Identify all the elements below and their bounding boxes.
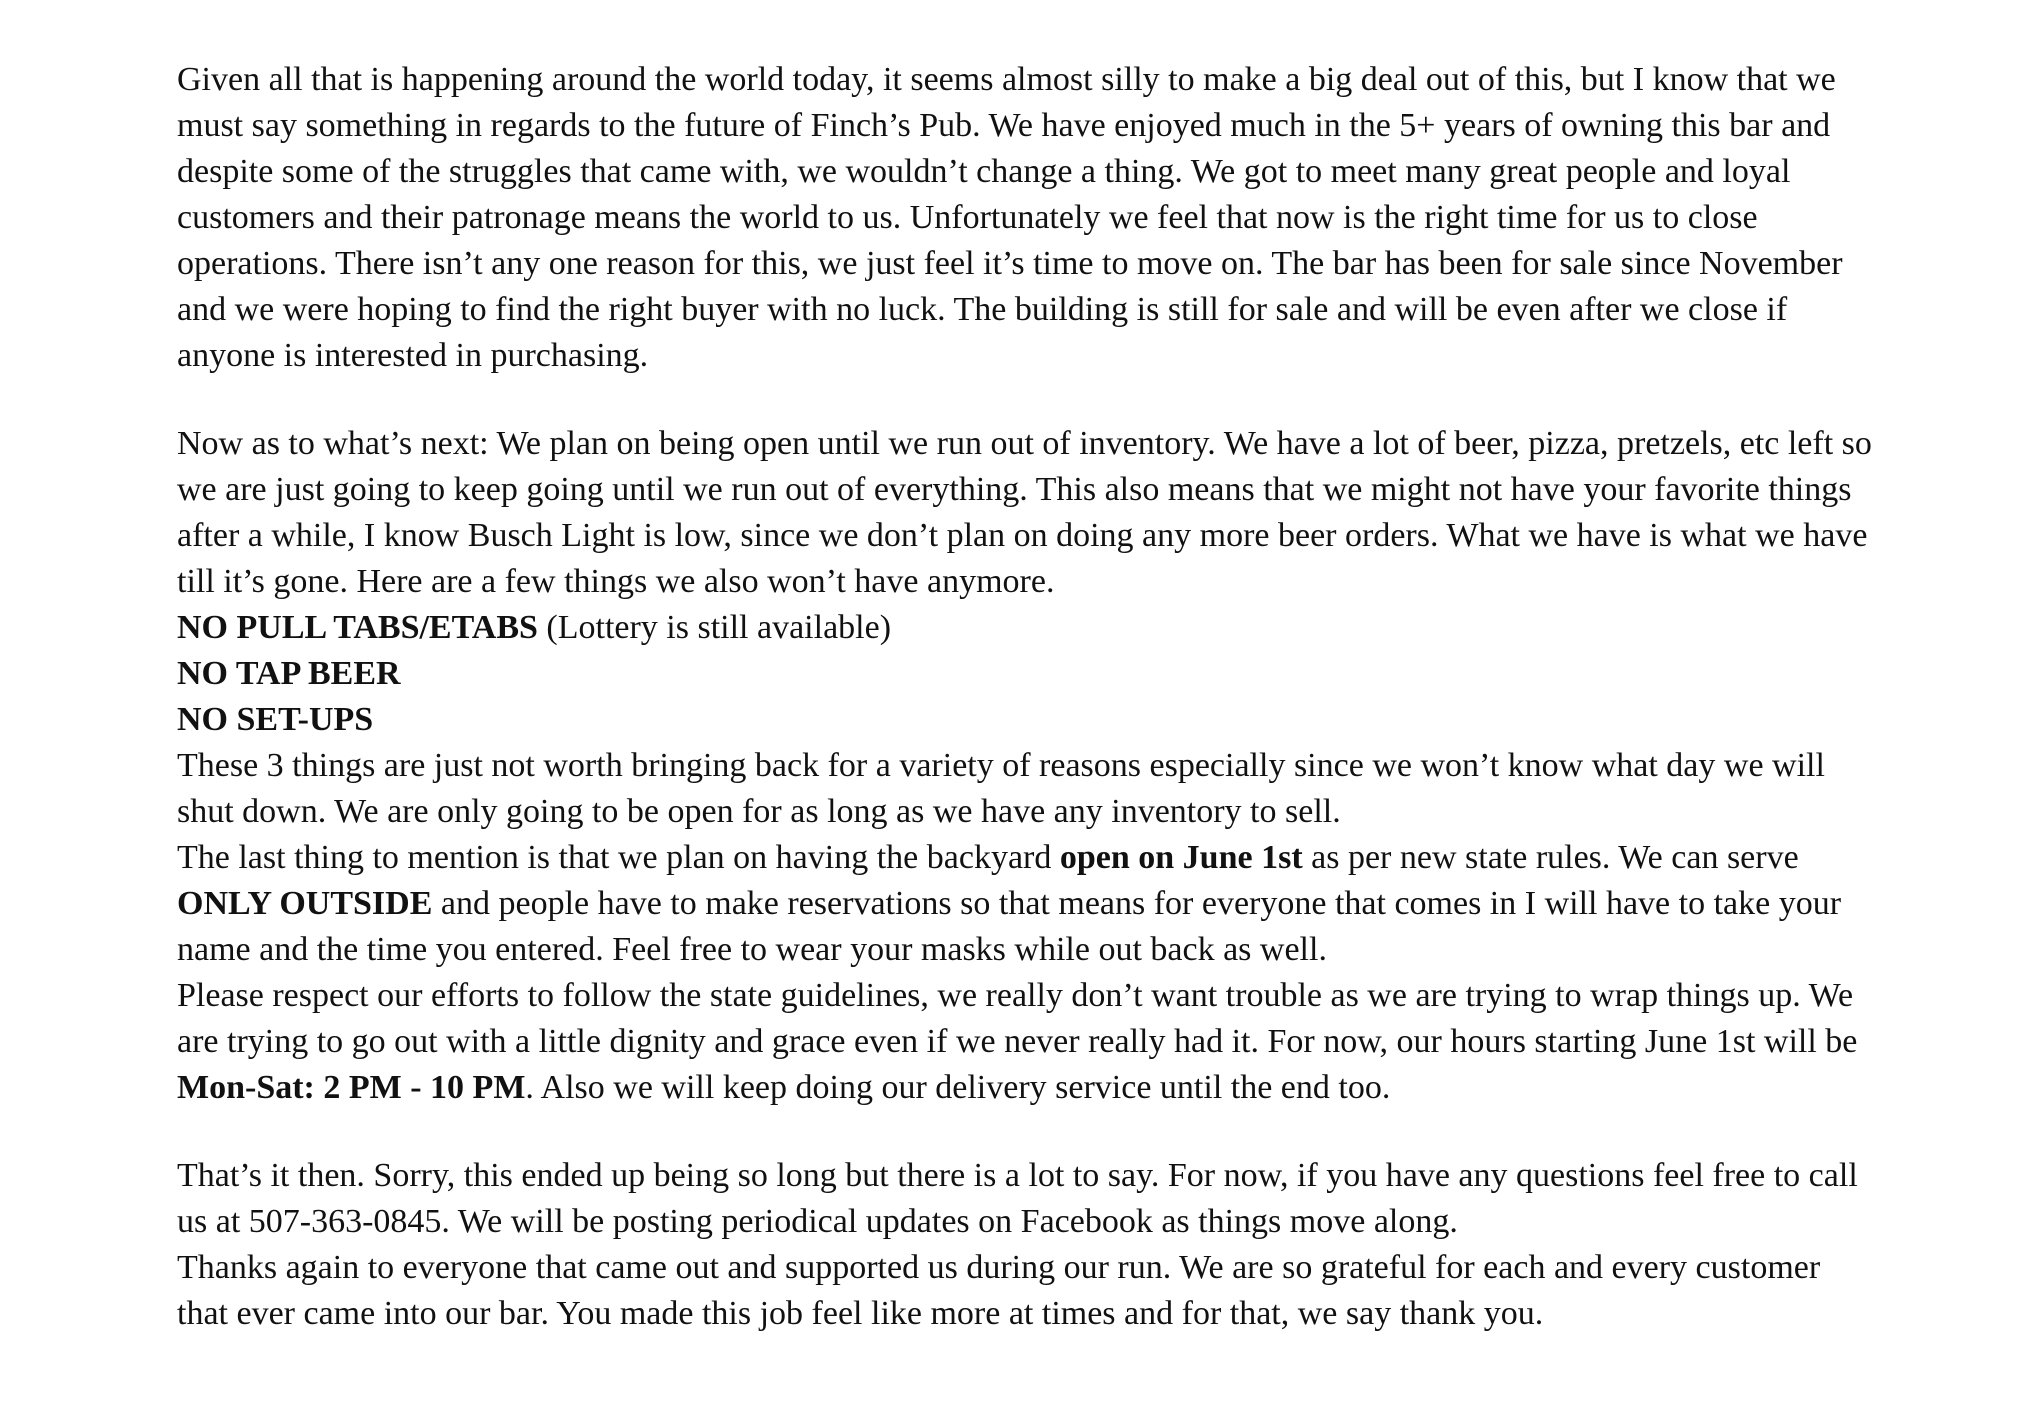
hours-emphasis: Mon-Sat: 2 PM - 10 PM <box>177 1069 526 1106</box>
backyard-paragraph <box>177 835 1877 973</box>
no-tap-beer-label: NO TAP BEER <box>177 655 401 692</box>
paragraph-spacer <box>177 379 1877 421</box>
no-setups-line <box>177 697 1877 743</box>
no-pull-tabs-label: NO PULL TABS/ETABS <box>177 609 538 646</box>
paragraph-spacer <box>177 1111 1877 1153</box>
whats-next-paragraph: Now as to what’s next: We plan on being open until we run out of inventory. We have a lot of beer, pizza, pretzels, etc left so we are just going to keep going until we run out of everything. This also means that we might not have your favorite things after a while, I know Busch Light is low, since we don’t plan on doing any more beer orders. What we have is what we have till it’s gone. Here are a few things we also won’t have anymore. <box>177 425 1872 600</box>
reasons-paragraph: These 3 things are just not worth bringing back for a variety of reasons especially since we won’t know what day we will shut down. We are only going to be open for as long as we have any inventory to sell. <box>177 747 1825 830</box>
guidelines-text-a: Please respect our efforts to follow the state guidelines, we really don’t want trouble as we are trying to wrap things up. We are trying to go out with a little dignity and grace even if we never really had it. For now, our hours starting June 1st will be <box>177 977 1858 1060</box>
open-date-emphasis: open on June 1st <box>1059 839 1303 876</box>
guidelines-text-b: . Also we will keep doing our delivery service until the end too. <box>525 1069 1391 1106</box>
no-tap-beer-line <box>177 651 1877 697</box>
no-setups-label: NO SET-UPS <box>177 701 374 738</box>
backyard-text-c: and people have to make reservations so that means for everyone that comes in I will have to take your name and the time you entered. Feel free to wear your masks while out back as well. <box>177 885 1842 968</box>
backyard-text-b: as per new state rules. We can serve <box>1302 839 1799 876</box>
guidelines-paragraph <box>177 973 1877 1111</box>
lottery-note: (Lottery is still available) <box>537 609 892 646</box>
announcement-document <box>177 57 1877 1337</box>
only-outside-emphasis: ONLY OUTSIDE <box>177 885 433 922</box>
contact-paragraph: That’s it then. Sorry, this ended up being so long but there is a lot to say. For now, if you have any questions feel free to call us at 507-363-0845. We will be posting periodical updates on Facebook as things move along. <box>177 1157 1858 1240</box>
backyard-text-a: The last thing to mention is that we plan on having the backyard <box>177 839 1060 876</box>
no-pull-tabs-line <box>177 605 1877 651</box>
intro-paragraph: Given all that is happening around the world today, it seems almost silly to make a big deal out of this, but I know that we must say something in regards to the future of Finch’s Pub. We have enjoyed much in the 5+ years of owning this bar and despite some of the struggles that came with, we wouldn’t change a thing. We got to meet many great people and loyal customers and their patronage means the world to us. Unfortunately we feel that now is the right time for us to close operations. There isn’t any one reason for this, we just feel it’s time to move on. The bar has been for sale since November and we were hoping to find the right buyer with no luck. The building is still for sale and will be even after we close if anyone is interested in purchasing. <box>177 61 1843 374</box>
thanks-paragraph: Thanks again to everyone that came out and supported us during our run. We are so grateful for each and every customer that ever came into our bar. You made this job feel like more at times and for that, we say thank you. <box>177 1249 1821 1332</box>
